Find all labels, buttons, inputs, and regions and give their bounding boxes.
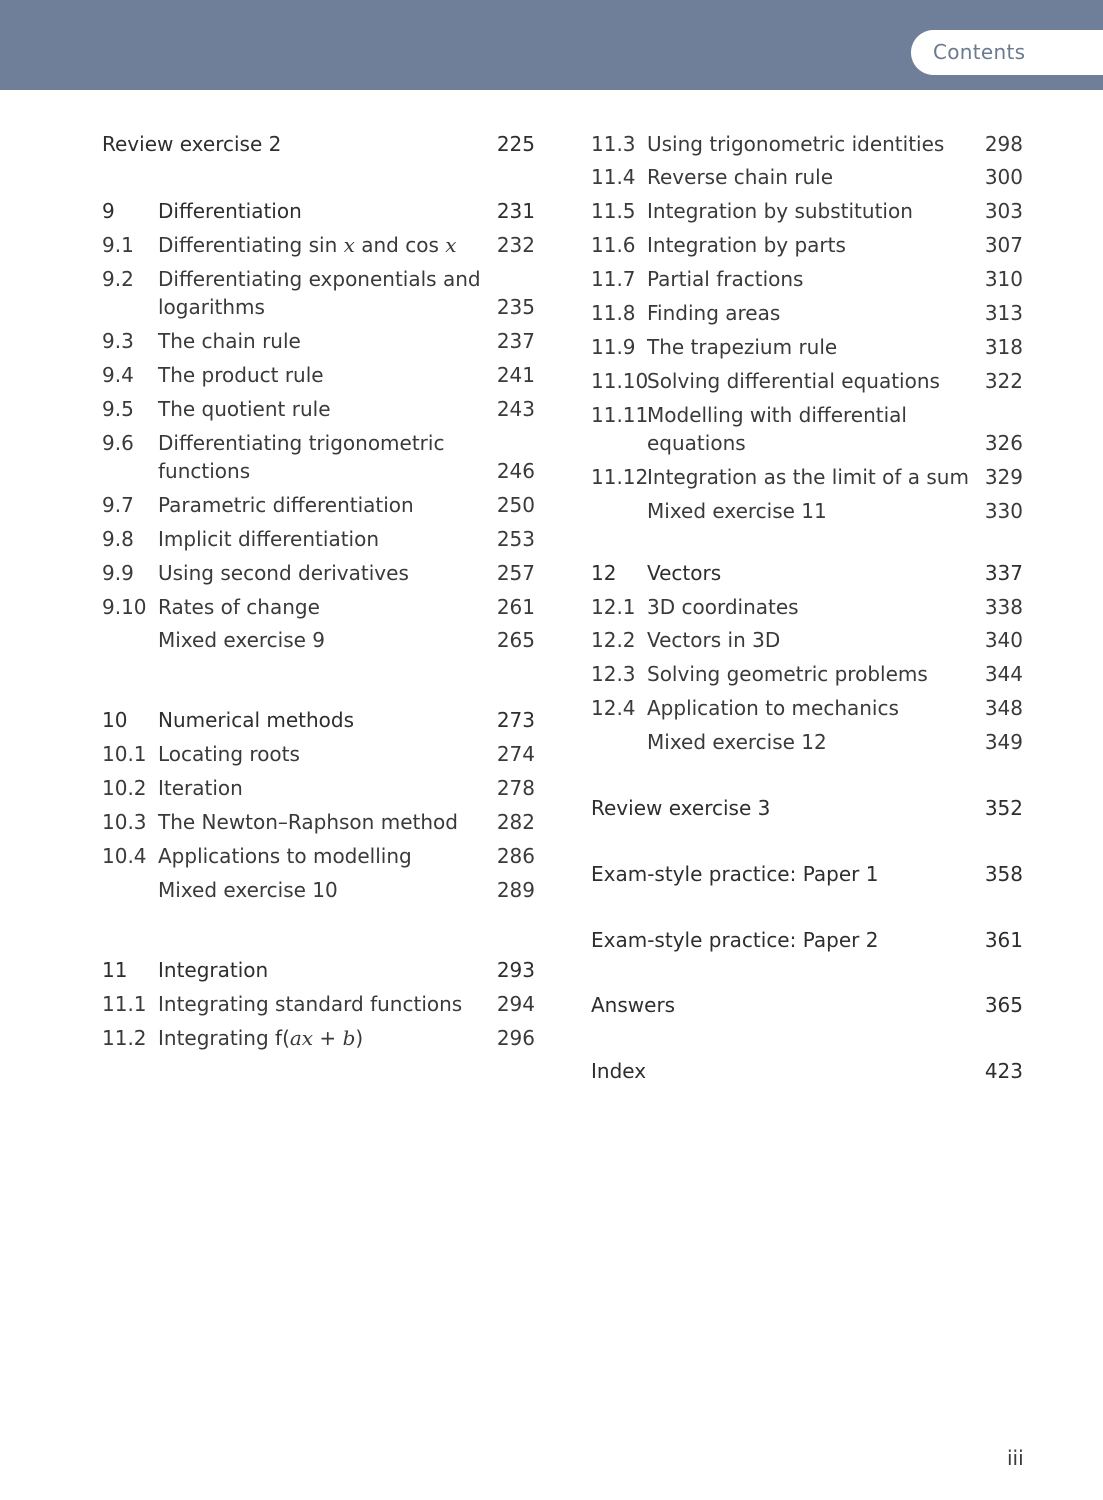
toc-entry-title: Integration by parts [647, 233, 846, 257]
toc-entry-number: 9.7 [102, 493, 134, 517]
toc-entry-title: Review exercise 2 [102, 132, 282, 156]
contents-tab [911, 30, 1103, 75]
toc-entry-title: Review exercise 3 [591, 796, 771, 820]
toc-entry-number: 11.10 [591, 369, 649, 393]
toc-entry-title: Locating roots [158, 742, 300, 766]
toc-section-row [591, 694, 1023, 722]
toc-entry-number: 10 [102, 708, 128, 732]
toc-entry-page: 293 [496, 958, 535, 982]
toc-entry-number: 10.4 [102, 844, 147, 868]
toc-entry-page: 296 [496, 1026, 535, 1050]
toc-section-row [591, 367, 1023, 395]
toc-entry-title-part: and cos [354, 233, 446, 257]
toc-entry-title: Mixed exercise 10 [158, 878, 338, 902]
toc-entry-number: 9 [102, 199, 115, 223]
toc-entry-page: 298 [984, 132, 1023, 156]
toc-entry-title-part: ax [289, 1026, 314, 1050]
toc-entry-title: The Newton–Raphson method [158, 810, 458, 834]
toc-entry-number: 9.5 [102, 397, 134, 421]
toc-section-row [591, 593, 1023, 621]
toc-entry-title: The product rule [158, 363, 324, 387]
toc-entry-title-part: + [313, 1026, 343, 1050]
toc-section-row [591, 130, 1023, 158]
toc-entry-title-part: x [445, 233, 457, 257]
toc-entry-page: 246 [496, 459, 535, 483]
toc-entry-number: 10.3 [102, 810, 147, 834]
toc-entry-title: Partial fractions [647, 267, 804, 291]
toc-section-row [102, 876, 535, 904]
toc-entry-title: Exam-style practice: Paper 1 [591, 862, 879, 886]
toc-entry-title: Solving geometric problems [647, 662, 928, 686]
toc-entry-page: 348 [984, 696, 1023, 720]
toc-section-row [102, 842, 535, 870]
toc-entry-number: 11.2 [102, 1026, 147, 1050]
toc-section-row [591, 197, 1023, 225]
toc-entry-number: 10.1 [102, 742, 147, 766]
toc-entry-title-part: x [343, 233, 355, 257]
toc-entry-number: 12 [591, 561, 617, 585]
toc-entry-page: 349 [984, 730, 1023, 754]
toc-entry-title: The quotient rule [158, 397, 331, 421]
toc-entry-page: 278 [496, 776, 535, 800]
toc-review-row [591, 991, 1023, 1019]
toc-entry-title: The chain rule [158, 329, 301, 353]
toc-entry-title: Solving differential equations [647, 369, 940, 393]
toc-section-row [591, 163, 1023, 191]
toc-entry-page: 231 [496, 199, 535, 223]
toc-entry-page: 307 [984, 233, 1023, 257]
toc-chapter-row [102, 956, 535, 984]
toc-entry-title: Application to mechanics [647, 696, 899, 720]
toc-section-row [591, 626, 1023, 654]
toc-section-row [591, 463, 1023, 491]
toc-entry-page: 361 [984, 928, 1023, 952]
toc-section-row [591, 497, 1023, 525]
toc-entry-page: 282 [496, 810, 535, 834]
toc-section-row [591, 728, 1023, 756]
toc-entry-page: 250 [496, 493, 535, 517]
toc-entry-page: 326 [984, 431, 1023, 455]
toc-entry-number: 11.3 [591, 132, 636, 156]
toc-entry-page: 294 [496, 992, 535, 1016]
toc-entry-title [647, 401, 907, 457]
toc-entry-page: 237 [496, 329, 535, 353]
toc-entry-page: 243 [496, 397, 535, 421]
toc-entry-title: The trapezium rule [647, 335, 838, 359]
toc-entry-page: 257 [496, 561, 535, 585]
toc-entry-page: 273 [496, 708, 535, 732]
page-number: iii [1007, 1446, 1024, 1470]
toc-entry-title-part: ) [355, 1026, 364, 1050]
toc-entry-title: Exam-style practice: Paper 2 [591, 928, 879, 952]
toc-section-row [591, 231, 1023, 259]
toc-section-row [102, 231, 535, 259]
toc-entry-title: Vectors [647, 561, 722, 585]
toc-section-row [102, 593, 535, 621]
toc-entry-page: 261 [496, 595, 535, 619]
toc-entry-title: Integrating standard functions [158, 992, 463, 1016]
toc-section-row [102, 327, 535, 355]
toc-entry-page: 232 [496, 233, 535, 257]
toc-entry-page: 241 [496, 363, 535, 387]
toc-entry-page: 289 [496, 878, 535, 902]
toc-entry-number: 11.9 [591, 335, 636, 359]
toc-entry-page: 365 [984, 993, 1023, 1017]
toc-section-row [102, 559, 535, 587]
toc-section-row [591, 660, 1023, 688]
toc-entry-number: 12.4 [591, 696, 636, 720]
toc-entry-number: 9.6 [102, 431, 134, 455]
toc-section-row [102, 808, 535, 836]
toc-entry-title: Iteration [158, 776, 243, 800]
contents-tab-label: Contents [933, 40, 1026, 64]
toc-entry-title: Rates of change [158, 595, 320, 619]
toc-entry-number: 11.8 [591, 301, 636, 325]
toc-entry-title: Mixed exercise 12 [647, 730, 827, 754]
toc-section-row [102, 774, 535, 802]
toc-entry-page: 318 [984, 335, 1023, 359]
toc-entry-number: 11.12 [591, 465, 649, 489]
toc-entry-title: Integration as the limit of a sum [647, 465, 969, 489]
toc-entry-page: 358 [984, 862, 1023, 886]
toc-entry-number: 9.9 [102, 561, 134, 585]
toc-entry-title: Using trigonometric identities [647, 132, 945, 156]
toc-entry-page: 253 [496, 527, 535, 551]
toc-entry-page: 329 [984, 465, 1023, 489]
toc-review-row [591, 1057, 1023, 1085]
toc-entry-number: 11.5 [591, 199, 636, 223]
toc-entry-title [158, 429, 444, 485]
toc-entry-number: 11.1 [102, 992, 147, 1016]
toc-entry-title: Differentiation [158, 199, 302, 223]
toc-entry-title-line: functions [158, 459, 251, 483]
toc-section-row [102, 361, 535, 389]
toc-entry-page: 225 [496, 132, 535, 156]
toc-entry-page: 352 [984, 796, 1023, 820]
toc-entry-page: 340 [984, 628, 1023, 652]
toc-entry-number: 10.2 [102, 776, 147, 800]
toc-entry-page: 423 [984, 1059, 1023, 1083]
toc-entry-page: 286 [496, 844, 535, 868]
toc-entry-title: Reverse chain rule [647, 165, 834, 189]
toc-entry-number: 11.7 [591, 267, 636, 291]
toc-entry-title: 3D coordinates [647, 595, 799, 619]
toc-entry-number: 11.6 [591, 233, 636, 257]
toc-entry-page: 330 [984, 499, 1023, 523]
toc-entry-title: Integration [158, 958, 269, 982]
toc-section-row [102, 1024, 535, 1052]
toc-section-row [102, 525, 535, 553]
toc-section-row [102, 740, 535, 768]
toc-entry-number: 11 [102, 958, 128, 982]
toc-section-row [102, 491, 535, 519]
toc-section-row [102, 429, 535, 485]
toc-entry-number: 12.2 [591, 628, 636, 652]
toc-section-row [591, 299, 1023, 327]
toc-entry-number: 9.4 [102, 363, 134, 387]
toc-section-row [102, 990, 535, 1018]
toc-entry-number: 9.2 [102, 267, 134, 291]
toc-entry-number: 12.1 [591, 595, 636, 619]
toc-entry-number: 9.10 [102, 595, 147, 619]
toc-entry-number: 9.8 [102, 527, 134, 551]
toc-entry-number: 12.3 [591, 662, 636, 686]
toc-entry-page: 274 [496, 742, 535, 766]
toc-chapter-row [591, 559, 1023, 587]
toc-entry-number: 9.3 [102, 329, 134, 353]
toc-entry-number: 11.4 [591, 165, 636, 189]
toc-entry-page: 322 [984, 369, 1023, 393]
toc-section-row [102, 265, 535, 321]
toc-entry-page: 235 [496, 295, 535, 319]
toc-chapter-row [102, 197, 535, 225]
toc-entry-page: 337 [984, 561, 1023, 585]
toc-entry-title: Answers [591, 993, 676, 1017]
toc-chapter-row [102, 706, 535, 734]
toc-entry-title [158, 265, 481, 321]
toc-entry-title-line: Differentiating exponentials and [158, 267, 481, 291]
toc-entry-page: 265 [496, 628, 535, 652]
toc-entry-page: 303 [984, 199, 1023, 223]
toc-entry-page: 338 [984, 595, 1023, 619]
toc-entry-title: Parametric differentiation [158, 493, 414, 517]
toc-entry-title [158, 231, 457, 259]
toc-entry-page: 310 [984, 267, 1023, 291]
toc-entry-title: Vectors in 3D [647, 628, 781, 652]
toc-section-row [102, 626, 535, 654]
toc-entry-page: 313 [984, 301, 1023, 325]
toc-entry-page: 344 [984, 662, 1023, 686]
toc-entry-title: Applications to modelling [158, 844, 412, 868]
toc-entry-title: Numerical methods [158, 708, 355, 732]
toc-entry-title [158, 1024, 363, 1052]
toc-section-row [591, 401, 1023, 457]
toc-section-row [591, 333, 1023, 361]
toc-section-row [102, 395, 535, 423]
toc-entry-title: Index [591, 1059, 647, 1083]
toc-review-row [591, 794, 1023, 822]
toc-entry-title-line: logarithms [158, 295, 265, 319]
toc-entry-title: Using second derivatives [158, 561, 409, 585]
toc-entry-page: 300 [984, 165, 1023, 189]
toc-entry-title-part: b [342, 1026, 356, 1050]
toc-section-row [591, 265, 1023, 293]
toc-review-row [591, 860, 1023, 888]
toc-entry-title-part: Integrating f( [158, 1026, 290, 1050]
toc-entry-title: Mixed exercise 11 [647, 499, 827, 523]
toc-entry-number: 9.1 [102, 233, 134, 257]
toc-entry-title-part: Differentiating sin [158, 233, 344, 257]
toc-entry-title: Integration by substitution [647, 199, 913, 223]
toc-entry-title-line: Modelling with differential [647, 403, 907, 427]
toc-review-row [591, 926, 1023, 954]
toc-entry-title-line: equations [647, 431, 746, 455]
toc-entry-title: Mixed exercise 9 [158, 628, 326, 652]
toc-entry-number: 11.11 [591, 403, 649, 427]
toc-review-row [102, 130, 535, 158]
toc-entry-title-line: Differentiating trigonometric [158, 431, 445, 455]
toc-entry-title: Implicit differentiation [158, 527, 380, 551]
toc-entry-title: Finding areas [647, 301, 781, 325]
